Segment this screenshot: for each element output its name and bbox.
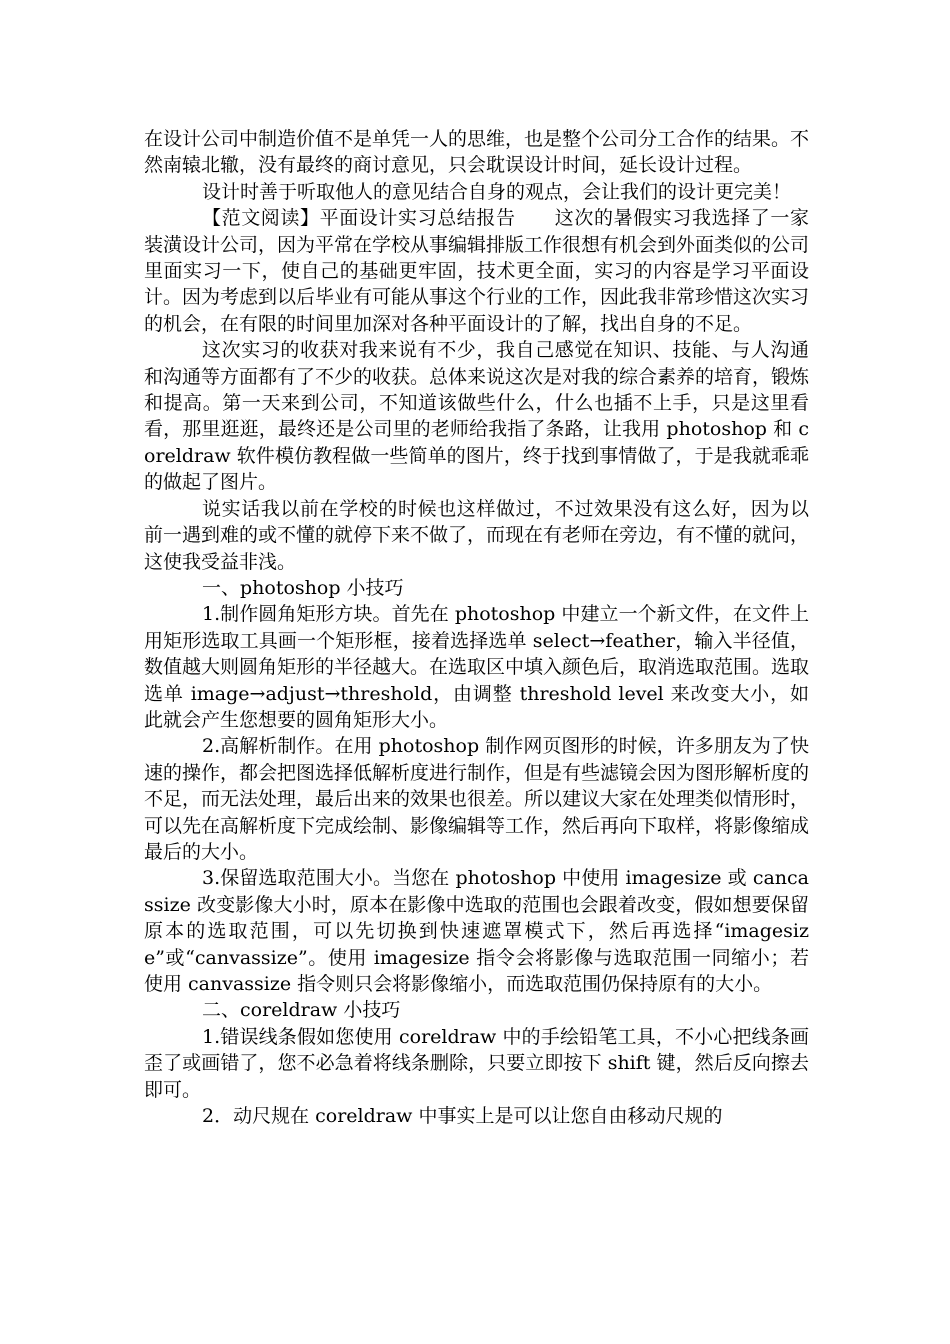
paragraph-4: 这次实习的收获对我来说有不少，我自己感觉在知识、技能、与人沟通和沟通等方面都有了不少的收获。总体来说这次是对我的综合素养的培育，锻炼和提高。第一天来到公司，不知道该做些什么，什么也插不上手，只是这里看看，那里逛逛，最终还是公司里的老师给我指了条路，让我用 photoshop 和 coreldraw 软件模仿教程做一些简单的图片，终于找到事情做了，于是我就乖乖的做起了图片。 [144,339,810,494]
paragraph-2: 设计时善于听取他人的意见结合自身的观点，会让我们的设计更完美！ [202,180,792,203]
paragraph-tip-4: 1.错误线条假如您使用 coreldraw 中的手绘铅笔工具，不小心把线条画歪了或画错了，您不必急着将线条删除，只要立即按下 shift 键，然后反向擦去即可。 [144,1025,809,1101]
paragraph-1: 在设计公司中制造价值不是单凭一人的思维，也是整个公司分工合作的结果。不然南辕北辙，没有最终的商讨意见，只会耽误设计时间，延长设计过程。 [144,128,810,177]
document-body [144,126,809,1129]
paragraph-tip-2: 2.高解析制作。在用 photoshop 制作网页图形的时候，许多朋友为了快速的操作，都会把图选择低解析度进行制作，但是有些滤镜会因为图形解析度的不足，而无法处理，最后出来的效果也很差。所以建议大家在处理类似情形时，可以先在高解析度下完成绘制、影像编辑等工作，然后再向下取样，将影像缩成最后的大小。 [144,735,810,863]
paragraph-tip-1: 1.制作圆角矩形方块。首先在 photoshop 中建立一个新文件，在文件上用矩形选取工具画一个矩形框，接着选择选单 select→feather，输入半径值，数值越大则圆角矩形的半径越大。在选取区中填入颜色后，取消选取范围。选取选单 image→adjust→threshold，由调整 threshold level 来改变大小，如此就会产生您想要的圆角矩形大小。 [144,603,810,731]
paragraph-3: 【范文阅读】平面设计实习总结报告 这次的暑假实习我选择了一家装潢设计公司，因为平常在学校从事编辑排版工作很想有机会到外面类似的公司里面实习一下，使自己的基础更牢固，技术更全面，实习的内容是学习平面设计。因为考虑到以后毕业有可能从事这个行业的工作，因此我非常珍惜这次实习的机会，在有限的时间里加深对各种平面设计的了解，找出自身的不足。 [144,207,810,335]
paragraph-tip-5: 2．动尺规在 coreldraw 中事实上是可以让您自由移动尺规的 [202,1105,723,1128]
section-heading-photoshop: 一、photoshop 小技巧 [202,576,404,599]
paragraph-tip-3: 3.保留选取范围大小。当您在 photoshop 中使用 imagesize 或 cancassize 改变影像大小时，原本在影像中选取的范围也会跟着改变，假如想要保留原本的选取范围，可以先切换到快速遮罩模式下，然后再选择“imagesize”或“canvassize”。使用 imagesize 指令会将影像与选取范围一同缩小；若使用 canvassize 指令则只会将影像缩小，而选取范围仍保持原有的大小。 [144,867,809,995]
section-heading-coreldraw: 二、coreldraw 小技巧 [202,999,401,1022]
paragraph-5: 说实话我以前在学校的时候也这样做过，不过效果没有这么好，因为以前一遇到难的或不懂的就停下来不做了，而现在有老师在旁边，有不懂的就问，这使我受益非浅。 [144,497,810,573]
